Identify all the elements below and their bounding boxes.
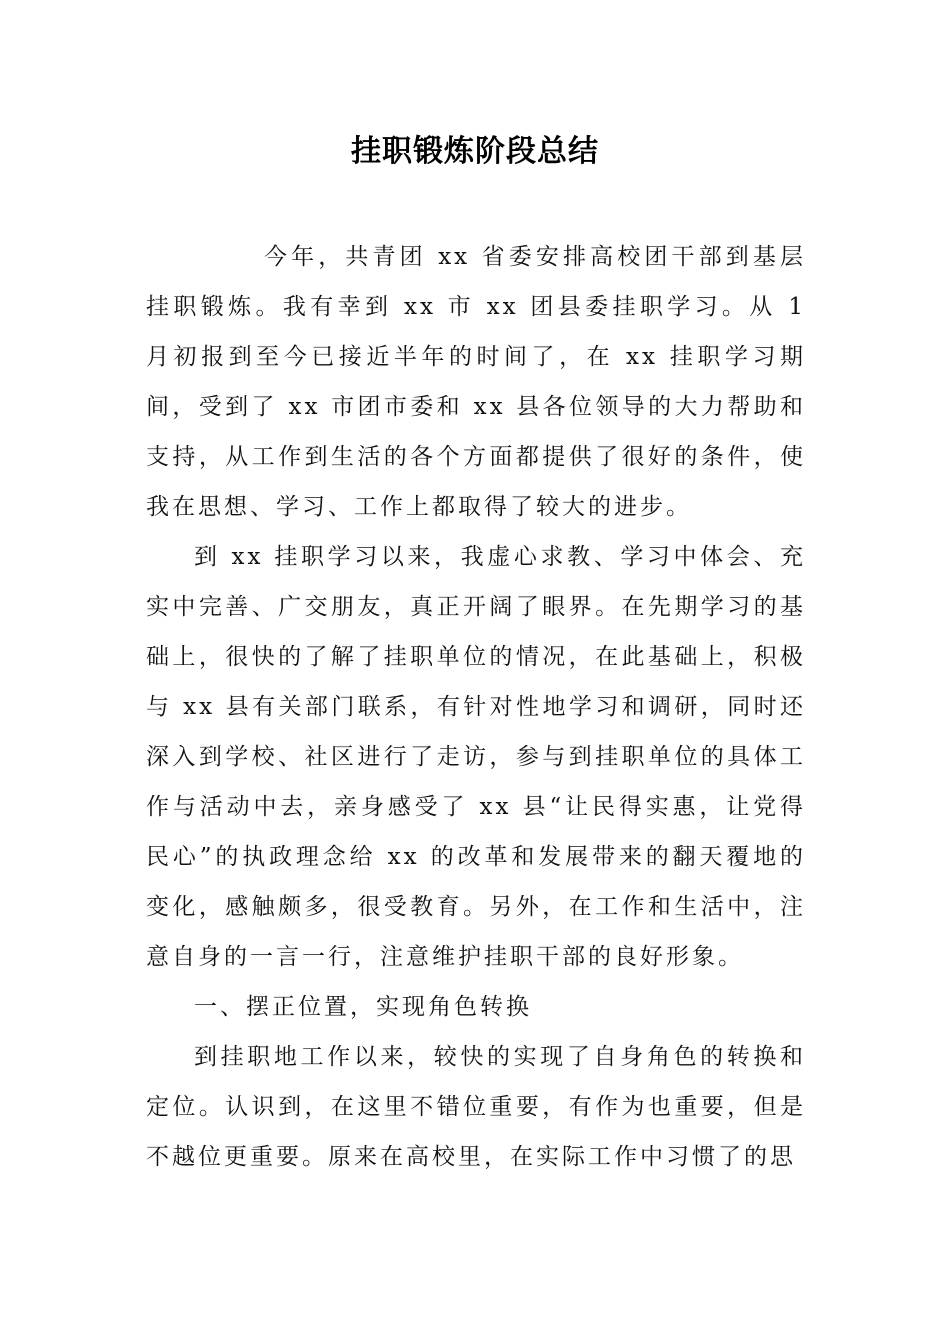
document-body <box>146 232 806 1182</box>
section-heading: 一、摆正位置，实现角色转换 <box>194 994 532 1020</box>
paragraph-intro: 今年，共青团 xx 省委安排高校团干部到基层挂职锻炼。我有幸到 xx 市 xx 团县委挂职学习。从 1 月初报到至今已接近半年的时间了，在 xx 挂职学习期间，受到了 xx 市团市委和 xx 县各位领导的大力帮助和支持，从工作到生活的各个方面都提供了很好的条件，使我在思想、学习、工作上都取得了较大的进步。 <box>146 244 806 520</box>
document-title: 挂职锻炼阶段总结 <box>351 134 599 169</box>
paragraph-study: 到 xx 挂职学习以来，我虚心求教、学习中体会、充实中完善、广交朋友，真正开阔了眼界。在先期学习的基础上，很快的了解了挂职单位的情况，在此基础上，积极与 xx 县有关部门联系，有针对性地学习和调研，同时还深入到学校、社区进行了走访，参与到挂职单位的具体工作与活动中去，亲身感受了 xx 县“让民得实惠，让党得民心”的执政理念给 xx 的改革和发展带来的翻天覆地的变化，感触颇多，很受教育。另外，在工作和生活中，注意自身的一言一行，注意维护挂职干部的良好形象。 <box>146 544 806 970</box>
paragraph-role: 到挂职地工作以来，较快的实现了自身角色的转换和定位。认识到，在这里不错位重要，有作为也重要，但是不越位更重要。原来在高校里，在实际工作中习惯了的思 <box>146 1044 806 1170</box>
